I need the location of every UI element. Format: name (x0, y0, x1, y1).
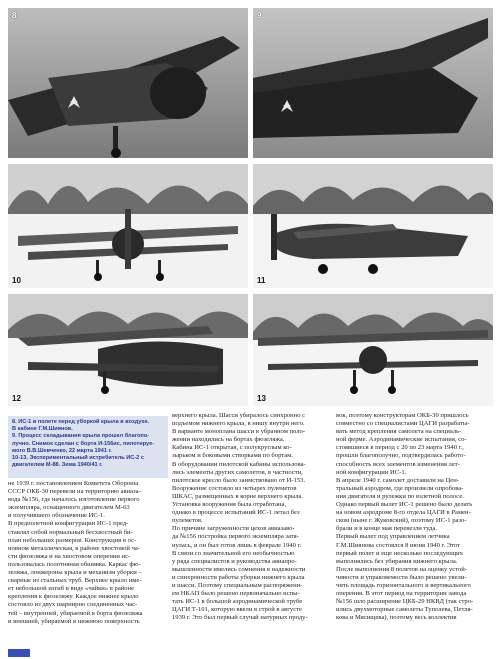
aircraft-head-on-snow-image (253, 294, 493, 406)
text-line: и внешней, убираемой в нижнюю поверхность (8, 617, 140, 625)
text-line: ной конфигурации ИС-1. (336, 468, 407, 476)
text-line: В оборудовании пилотской кабины использова- (172, 460, 306, 468)
photo-number: 12 (12, 394, 21, 403)
text-column-1 (8, 480, 168, 626)
photo-9 (253, 8, 493, 158)
caption-9: 9. Процесс складывания крыла прошел благопо- (12, 433, 150, 440)
photo-12 (8, 294, 248, 406)
text-line: ШКАС, размещенных в корне верхнего крыла. (172, 492, 304, 500)
text-line: вать метод крепления самолета на специаль- (336, 428, 462, 436)
text-line: вода №156, где началось изготовление первого (8, 496, 140, 504)
text-line: стоявшиеся в период с 20 по 23 марта 1940 г., (336, 444, 464, 452)
caption-8-line2: В кабине Г.М.Шиянов. (12, 426, 73, 433)
text-line: вок, поэтому конструкторам ОКБ-30 пришлось (336, 412, 469, 419)
text-line: и получившего обозначение ИС-1. (8, 512, 105, 520)
photo-number: 10 (12, 276, 21, 285)
text-line: пользовалась полотняная обшивка. Каркас фю- (8, 560, 141, 568)
text-line: В варианте монопланa шасси в убранном поло- (172, 428, 306, 436)
text-line: жении находились на бортах фюзеляжа. (172, 436, 285, 444)
text-line: Однако первый вылет ИС-1 решено было делать (336, 501, 473, 509)
text-line: тать ИС-1 в большой аэродинамической трубе (172, 598, 303, 606)
caption-line: лучно. Снимок сделан с борта И-156ис, пилотируе- (12, 440, 155, 447)
text-line: 1939 г. Это был первый случай натурных проду- (172, 614, 308, 622)
aircraft-in-flight-image (8, 8, 248, 158)
photo-number: 9 (257, 11, 262, 20)
text-line: В апреле 1940 г. самолет доставили на Цен- (336, 476, 459, 484)
text-line: ставлял собой нормальный бесхвостный би- (8, 528, 133, 536)
text-line: экземпляра, оснащенного двигателем М-63 (8, 504, 130, 512)
caption-line: двигателем М-88. Зима 1940/41 г. (12, 462, 103, 469)
text-line: Установка вооружения была отработана, (172, 501, 287, 509)
text-line: тей – внутренней, убираемой в борта фюзеляжа (8, 609, 143, 617)
text-line: да №156 постройка первого экземпляра затя- (172, 533, 299, 541)
aircraft-side-snow-image (253, 164, 493, 288)
text-column-3 (336, 412, 494, 622)
caption-10-13: 10-13. Экспериментальный истребитель ИС-2 с (12, 455, 144, 462)
text-line: Вооружение состояло из четырех пулеметов (172, 484, 297, 492)
text-line: СССР ОКБ-30 перевели на территорию авиаза- (8, 488, 141, 496)
photo-number: 8 (12, 11, 17, 20)
photo-number: 13 (257, 394, 266, 403)
text-line: состояло из двух шарнирно соединенных час- (8, 601, 138, 609)
text-line: ния двигателя и рулежки по взлетной полосе. (336, 492, 464, 500)
text-line: лись элементы других самолетов, в частности, (172, 468, 303, 476)
text-line: ем НКАП было решено первоначально испы- (172, 590, 300, 598)
text-line: В предполетной конфигурации ИС-1 пред- (8, 520, 129, 528)
text-line: Г.М.Шиянова состоялся 8 июня 1940 г. Этот (336, 541, 461, 549)
photo-11 (253, 164, 493, 288)
text-line: новном металлическая, в районе хвостовой ча- (8, 544, 141, 552)
photo-13 (253, 294, 493, 406)
text-line: и шасси. Поэтому специальным распоряжени- (172, 581, 303, 589)
text-line: пулеметов. (172, 517, 203, 525)
page-number-bar (8, 649, 30, 657)
text-line: совместно со специалистами ЦАГИ разрабаты- (336, 420, 470, 428)
photo-8 (8, 8, 248, 158)
text-line: план небольших размеров. Конструкция в ос- (8, 536, 137, 544)
text-line: Первый вылет под управлением летчика (336, 533, 450, 541)
text-line: крепления к фюзеляжу. Каждое нижнее крыло (8, 593, 139, 601)
text-line: подъемом нижнего крыла, в нишу внутри него. (172, 420, 305, 428)
text-column-2 (172, 412, 332, 622)
text-line: чивости и управляемости было решено увели- (336, 573, 467, 581)
aircraft-rear-snow-image (8, 294, 248, 406)
text-line: мышленности имелись сомнения в надежности (172, 565, 306, 573)
text-line: тральный аэродром, где произвели опробова- (336, 484, 464, 492)
text-line: ной ферме. Аэродинамические испытания, со- (336, 436, 467, 444)
text-line: оперения. В этот период на территории завода (336, 590, 467, 598)
text-line: По причине загруженности цехов авиазаво- (172, 525, 295, 533)
text-line: В связи со значительной его необычностью (172, 549, 295, 557)
text-line: брали и в конце мая перевезли туда. (336, 525, 438, 533)
text-line: сти фюзеляжа и на хвостовом оперении ис- (8, 552, 131, 560)
text-line: прошли благополучно, подтвердилась работо- (336, 452, 466, 460)
text-line: кова и Мясищева), поэтому весь коллектив (336, 614, 457, 622)
text-line: первый полет и еще несколько последующих (336, 549, 463, 557)
text-line: ЦАГИ Т-101, которую ввели в строй в августе (172, 606, 302, 614)
text-line: и синхронности работы уборки нижнего крыла (172, 573, 305, 581)
text-line: После выполнения 8 полетов на оценку устой- (336, 565, 468, 573)
text-line: сварные из стальных труб. Верхнее крыло име- (8, 577, 142, 585)
text-line: зеляжа, лонжероны крыла и механизм уборки – (8, 569, 142, 577)
text-line: на новом аэродроме 8-го отдела ЦАГИ в Рамен- (336, 509, 471, 517)
text-line: зырьком и боковыми створками по бортам. (172, 452, 293, 460)
photo-10 (8, 164, 248, 288)
text-line: ском (ныне г. Жуковский), поэтому ИС-1 разо- (336, 517, 467, 525)
text-line: выполнялись без убирания нижнего крыла. (336, 557, 458, 565)
text-line: пилотское кресло было заимствовано от И-153. (172, 476, 306, 484)
caption-line: мого В.В.Шевченко, 22 марта 1941 г. (12, 447, 112, 454)
text-line: ет небольшой изгиб в виде «чайки» в районе (8, 585, 135, 593)
text-line: №156 шло расширение ЦКБ-29 НКВД (так стро- (336, 598, 474, 606)
text-line: верхнего крыла. Шасси убиралось синхронно с (172, 412, 306, 419)
text-line: чить площадь горизонтального и вертикального (336, 581, 471, 589)
aircraft-folding-wing-image (253, 8, 493, 158)
text-line: у ряда специалистов и руководства авиапро- (172, 557, 297, 565)
text-line: однако в процессе испытаний ИС-1 летал без (172, 509, 300, 517)
photo-number: 11 (257, 276, 266, 285)
aircraft-front-snow-image (8, 164, 248, 288)
text-line: не 1939 г. постановлением Комитета Обороны (8, 480, 139, 487)
text-line: способность всех элементов изменения лет- (336, 460, 460, 468)
caption-8: 8. ИС-1 в полете перед уборкой крыла в воздухе. (12, 419, 150, 425)
text-line: нулась, и он был готов лишь в феврале 1940 г. (172, 541, 302, 549)
text-line: Кабина ИС-1 открытая, с полукруглым ко- (172, 444, 292, 452)
text-line: ились двухмоторные самолеты Туполева, Петля- (336, 606, 473, 614)
photo-captions (8, 416, 168, 478)
